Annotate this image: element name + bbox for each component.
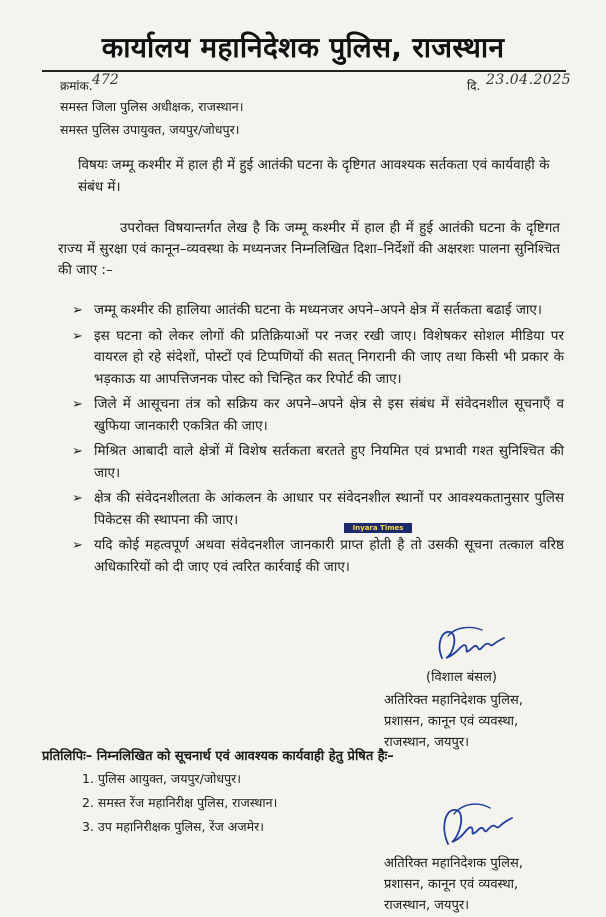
signature-icon	[432, 624, 506, 666]
arrow-bullet-icon: ➢	[72, 328, 83, 344]
date-value: 23.04.2025	[486, 72, 572, 88]
list-item: ➢ यदि कोई महत्वपूर्ण अथवा संवेदनशील जानकारी प्राप्त होती है तो उसकी सूचना तत्काल वरिष्ठ अधिकारियों को दी जाए एवं त्वरित कार्रवाई की जाए।	[72, 537, 564, 575]
list-item: 1. पुलिस आयुक्त, जयपुर/जोधपुर।	[82, 771, 242, 786]
list-item: 3. उप महानिरीक्षक पुलिस, रेंज अजमेर।	[82, 819, 264, 834]
footer-designation: अतिरिक्त महानिदेशक पुलिस, प्रशासन, कानून एवं व्यवस्था, राजस्थान, जयपुर।	[384, 856, 523, 913]
arrow-bullet-icon: ➢	[72, 444, 83, 459]
list-item: 2. समस्त रेंज महानिरीक्ष पुलिस, राजस्थान।	[82, 795, 278, 810]
reference-number: 472	[92, 72, 119, 88]
addressee-line: समस्त पुलिस उपायुक्त, जयपुर/जोधपुर।	[60, 122, 240, 137]
watermark-logo	[344, 516, 412, 534]
arrow-bullet-icon: ➢	[72, 538, 83, 553]
list-item: ➢ जम्मू कश्मीर की हालिया आतंकी घटना के मध्यनजर अपने–अपने क्षेत्र में सर्तकता बढाई जाए।	[72, 300, 564, 322]
arrow-bullet-icon: ➢	[72, 303, 83, 318]
list-item: ➢ इस घटना को लेकर लोगों की प्रतिक्रियाओं पर नजर रखी जाए। विशेषकर सोशल मीडिया पर वायरल हो रहे संदेशों, पोस्टों एवं टिप्पणियों की सतत् निगरानी की जाए तथा किसी भी प्रकार के भड़काऊ या आपत्तिजनक पोस्ट को चिन्हित कर रिपोर्ट की जाए।	[72, 327, 564, 387]
subject-line	[78, 154, 573, 198]
subject-label: विषयः	[78, 157, 108, 173]
watermark-text: Inyara Times	[344, 523, 412, 533]
copy-to-heading: प्रतिलिपिः– निम्नलिखित को सूचनार्थ एवं आवश्यक कार्यवाही हेतु प्रेषित हैः–	[42, 749, 394, 764]
signatory-name: (विशाल बंसल)	[426, 670, 497, 685]
body-paragraph: उपरोक्त विषयान्तर्गत लेख है कि जम्मू कश्मीर में हाल ही में हुई आतंकी घटना के दृष्टिगत राज्य में सुरक्षा एवं कानून–व्यवस्था के मध्यनजर निम्नलिखित दिशा–निर्देशों की अक्षरशः पालना सुनिश्चित की जाए :–	[58, 220, 560, 278]
list-item: ➢ क्षेत्र की संवेदनशीलता के आंकलन के आधार पर संवेदनशील स्थानों पर आवश्यकतानुसार पुलिस पिकेटस की स्थापना की जाए।	[72, 490, 564, 528]
addressee-line: समस्त जिला पुलिस अधीक्षक, राजस्थान।	[60, 99, 244, 114]
list-item: ➢ मिश्रित आबादी वाले क्षेत्रों में विशेष सर्तकता बरतते हुए नियमित एवं प्रभावी गश्त सुनिश्चित की जाए।	[72, 443, 564, 481]
office-title: कार्यालय महानिदेशक पुलिस, राजस्थान	[101, 31, 505, 64]
signature-icon	[436, 800, 514, 850]
signatory-designation: अतिरिक्त महानिदेशक पुलिस, प्रशासन, कानून एवं व्यवस्था, राजस्थान, जयपुर।	[384, 693, 523, 750]
arrow-bullet-icon: ➢	[72, 491, 83, 506]
list-item: ➢ जिले में आसूचना तंत्र को सक्रिय कर अपने–अपने क्षेत्र से इस संबंध में संवेदनशील सूचनाएँ व खुफिया जानकारी एकत्रित की जाए।	[72, 396, 564, 434]
watermark-color-dots	[356, 516, 396, 523]
copy-to-list	[82, 767, 277, 839]
subject-text: जम्मू कश्मीर में हाल ही में हुई आतंकी घटना के दृष्टिगत आवश्यक सर्तकता एवं कार्यवाही के संबंध में।	[78, 157, 550, 195]
reference-label: क्रमांक.	[60, 79, 93, 93]
directives-list	[72, 300, 564, 582]
date-label: दि.	[467, 79, 481, 93]
arrow-bullet-icon: ➢	[72, 397, 83, 412]
